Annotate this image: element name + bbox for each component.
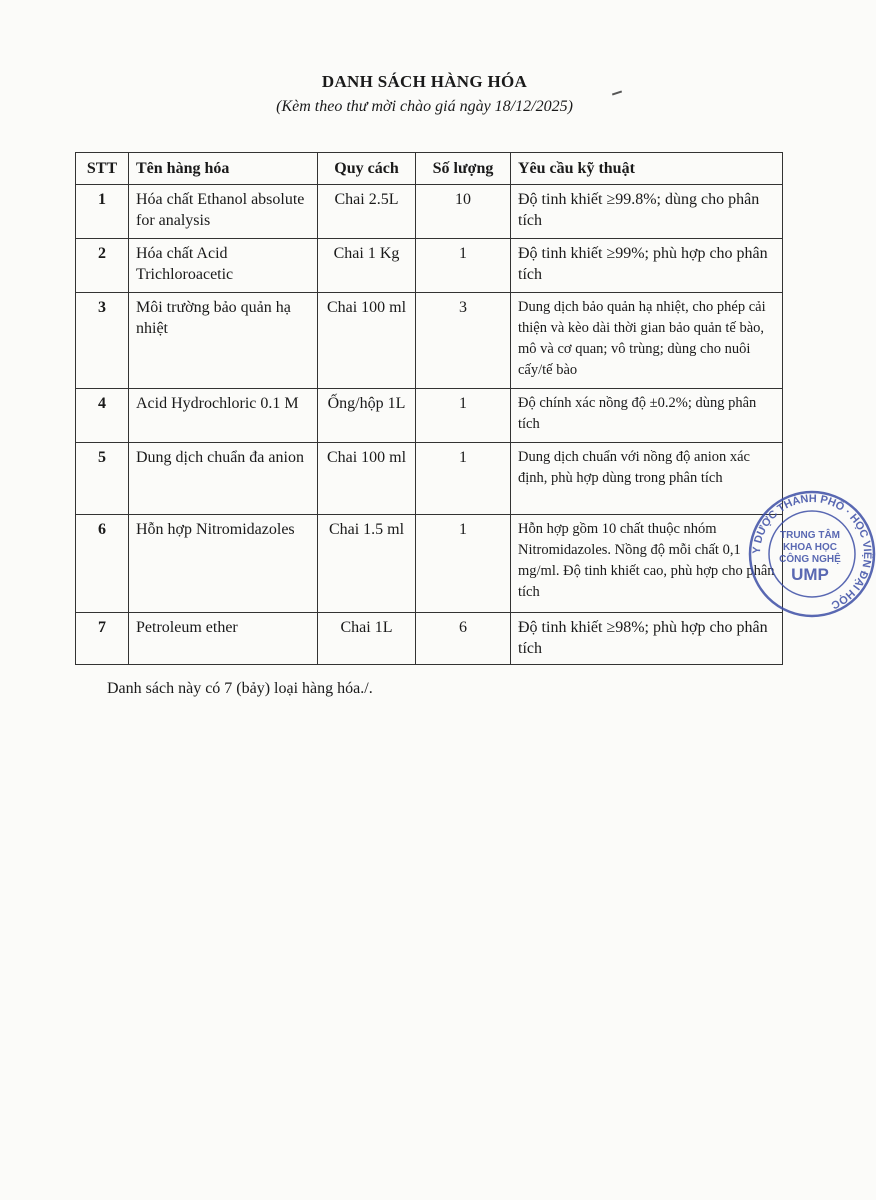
table-row bbox=[76, 239, 783, 293]
cell-requirements: Dung dịch chuẩn với nồng độ anion xác định, phù hợp dùng trong phân tích bbox=[511, 443, 783, 515]
document-footer-note: Danh sách này có 7 (bảy) loại hàng hóa./. bbox=[107, 680, 373, 697]
table-row bbox=[76, 613, 783, 665]
col-header-requirements: Yêu cầu kỹ thuật bbox=[511, 153, 783, 185]
cell-name: Acid Hydrochloric 0.1 M bbox=[129, 389, 318, 443]
cell-name: Hỗn hợp Nitromidazoles bbox=[129, 515, 318, 613]
document-subtitle: (Kèm theo thư mời chào giá ngày 18/12/2025) bbox=[276, 98, 573, 115]
cell-stt: 6 bbox=[76, 515, 129, 613]
table-row bbox=[76, 293, 783, 389]
stamp-line-2: KHOA HỌC bbox=[782, 542, 838, 553]
table-row bbox=[76, 185, 783, 239]
cell-name: Petroleum ether bbox=[129, 613, 318, 665]
cell-stt: 7 bbox=[76, 613, 129, 665]
cell-spec: Chai 1L bbox=[318, 613, 416, 665]
cell-qty: 1 bbox=[416, 515, 511, 613]
cell-spec: Chai 100 ml bbox=[318, 293, 416, 389]
col-header-spec: Quy cách bbox=[318, 153, 416, 185]
cell-stt: 1 bbox=[76, 185, 129, 239]
cell-name: Dung dịch chuẩn đa anion bbox=[129, 443, 318, 515]
cell-requirements: Độ tinh khiết ≥99%; phù hợp cho phân tích bbox=[511, 239, 783, 293]
stamp-line-3: CÔNG NGHỆ bbox=[779, 554, 841, 565]
cell-name: Môi trường bảo quản hạ nhiệt bbox=[129, 293, 318, 389]
cell-stt: 3 bbox=[76, 293, 129, 389]
cell-stt: 5 bbox=[76, 443, 129, 515]
cell-qty: 1 bbox=[416, 239, 511, 293]
organization-stamp bbox=[748, 488, 876, 620]
cell-stt: 2 bbox=[76, 239, 129, 293]
cell-requirements: Độ tinh khiết ≥99.8%; dùng cho phân tích bbox=[511, 185, 783, 239]
cell-spec: Chai 2.5L bbox=[318, 185, 416, 239]
table-row bbox=[76, 443, 783, 515]
cell-requirements: Dung dịch bảo quản hạ nhiệt, cho phép cải thiện và kèo dài thời gian bảo quản tế bào, mô và cơ quan; vô trùng; dùng cho nuôi cấy/tế bào bbox=[511, 293, 783, 389]
document-title: DANH SÁCH HÀNG HÓA bbox=[321, 72, 528, 91]
cell-spec: Ống/hộp 1L bbox=[318, 389, 416, 443]
col-header-name: Tên hàng hóa bbox=[129, 153, 318, 185]
cell-requirements: Hỗn hợp gồm 10 chất thuộc nhóm Nitromidazoles. Nồng độ mỗi chất 0,1 mg/ml. Độ tinh khiết cao, phù hợp cho phân tích bbox=[511, 515, 783, 613]
goods-table bbox=[75, 152, 783, 665]
cell-name: Hóa chất Ethanol absolute for analysis bbox=[129, 185, 318, 239]
cell-qty: 6 bbox=[416, 613, 511, 665]
cell-requirements: Độ tinh khiết ≥98%; phù hợp cho phân tích bbox=[511, 613, 783, 665]
cell-spec: Chai 1.5 ml bbox=[318, 515, 416, 613]
cell-spec: Chai 1 Kg bbox=[318, 239, 416, 293]
table-row bbox=[76, 389, 783, 443]
cell-qty: 1 bbox=[416, 443, 511, 515]
table-row bbox=[76, 515, 783, 613]
cell-qty: 3 bbox=[416, 293, 511, 389]
col-header-stt: STT bbox=[76, 153, 129, 185]
cell-stt: 4 bbox=[76, 389, 129, 443]
stamp-ring-text: Y DƯỢC THÀNH PHỐ · HỌC VIỆN ĐẠI HỌC bbox=[750, 492, 874, 611]
stamp-logo-text: UMP bbox=[791, 565, 829, 584]
col-header-qty: Số lượng bbox=[416, 153, 511, 185]
stamp-line-1: TRUNG TÂM bbox=[780, 530, 840, 541]
cell-qty: 1 bbox=[416, 389, 511, 443]
cell-qty: 10 bbox=[416, 185, 511, 239]
table-header-row bbox=[76, 153, 783, 185]
cell-requirements: Độ chính xác nồng độ ±0.2%; dùng phân tích bbox=[511, 389, 783, 443]
cell-name: Hóa chất Acid Trichloroacetic bbox=[129, 239, 318, 293]
cell-spec: Chai 100 ml bbox=[318, 443, 416, 515]
